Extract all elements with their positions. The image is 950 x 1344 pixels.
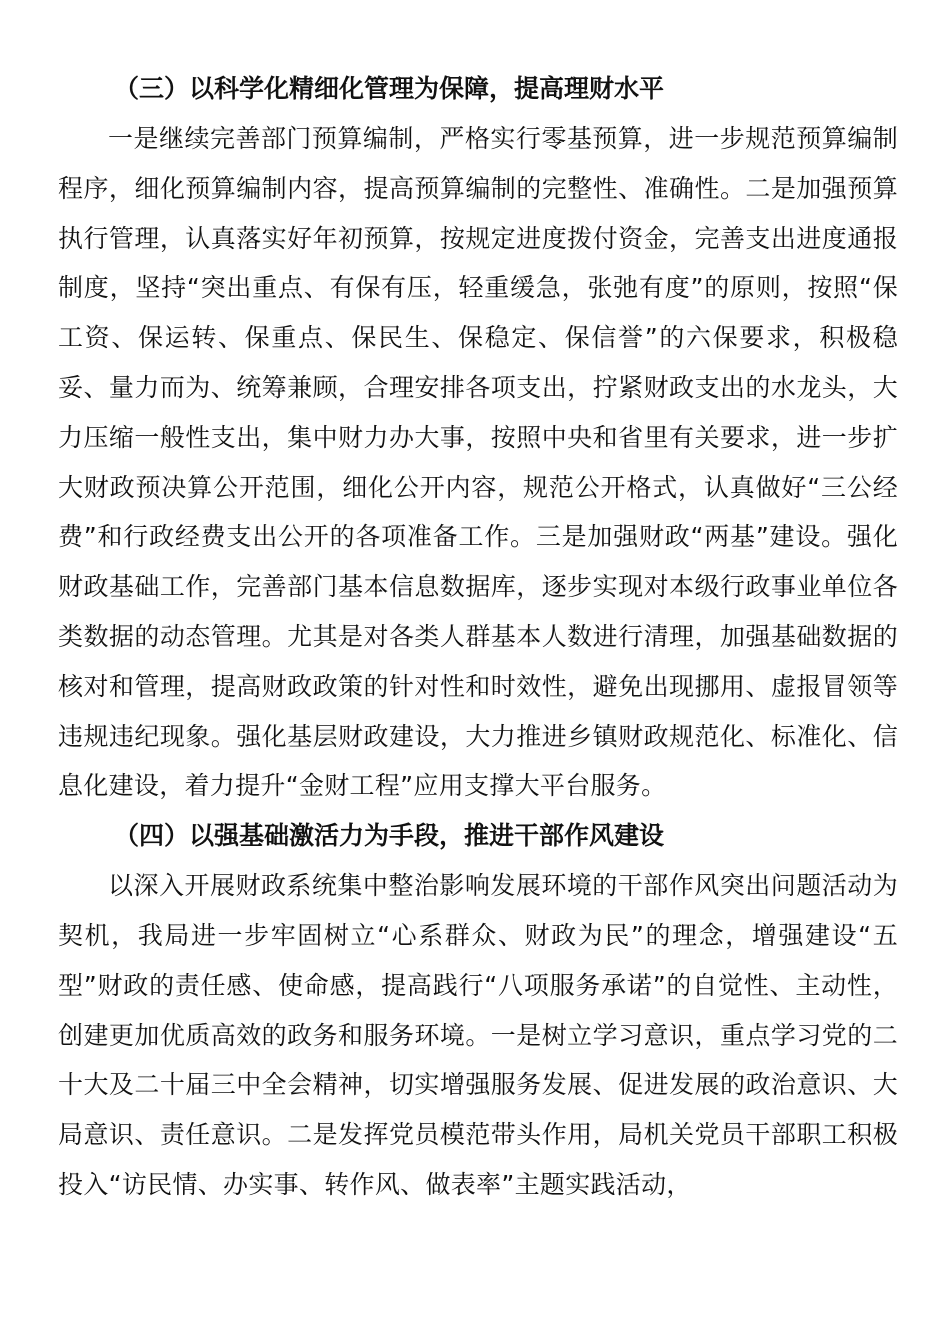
section-4-heading: （四）以强基础激活力为手段，推进干部作风建设	[114, 821, 665, 851]
section-3-heading: （三）以科学化精细化管理为保障，提高理财水平	[114, 74, 665, 103]
section-3-paragraph: 一是继续完善部门预算编制，严格实行零基预算，进一步规范预算编制程序，细化预算编制内容，提高预算编制的完整性、准确性。二是加强预算执行管理，认真落实好年初预算，按规定进度拨付资金，完善支出进度通报制度，坚持“突出重点、有保有压，轻重缓急，张弛有度”的原则，按照“保工资、保运转、保重点、保民生、保稳定、保信誉”的六保要求，积极稳妥、量力而为、统筹兼顾，合理安排各项支出，拧紧财政支出的水龙头，大力压缩一般性支出，集中财力办大事，按照中央和省里有关要求，进一步扩大财政预决算公开范围，细化公开内容，规范公开格式，认真做好“三公经费”和行政经费支出公开的各项准备工作。三是加强财政“两基”建设。强化财政基础工作，完善部门基本信息数据库，逐步实现对本级行政事业单位各类数据的动态管理。尤其是对各类人群基本人数进行清理，加强基础数据的核对和管理，提高财政政策的针对性和时效性，避免出现挪用、虚报冒领等违规违纪现象。强化基层财政建设，大力推进乡镇财政规范化、标准化、信息化建设，着力提升“金财工程”应用支撑大平台服务。	[58, 124, 898, 801]
section-4-paragraph: 以深入开展财政系统集中整治影响发展环境的干部作风突出问题活动为契机，我局进一步牢固树立“心系群众、财政为民”的理念，增强建设“五型”财政的责任感、使命感，提高践行“八项服务承诺”的自觉性、主动性，创建更加优质高效的政务和服务环境。一是树立学习意识，重点学习党的二十大及二十届三中全会精神，切实增强服务发展、促进发展的政治意识、大局意识、责任意识。二是发挥党员模范带头作用，局机关党员干部职工积极投入“访民情、办实事、转作风、做表率”主题实践活动，	[58, 871, 898, 1199]
document-body	[58, 64, 898, 1210]
